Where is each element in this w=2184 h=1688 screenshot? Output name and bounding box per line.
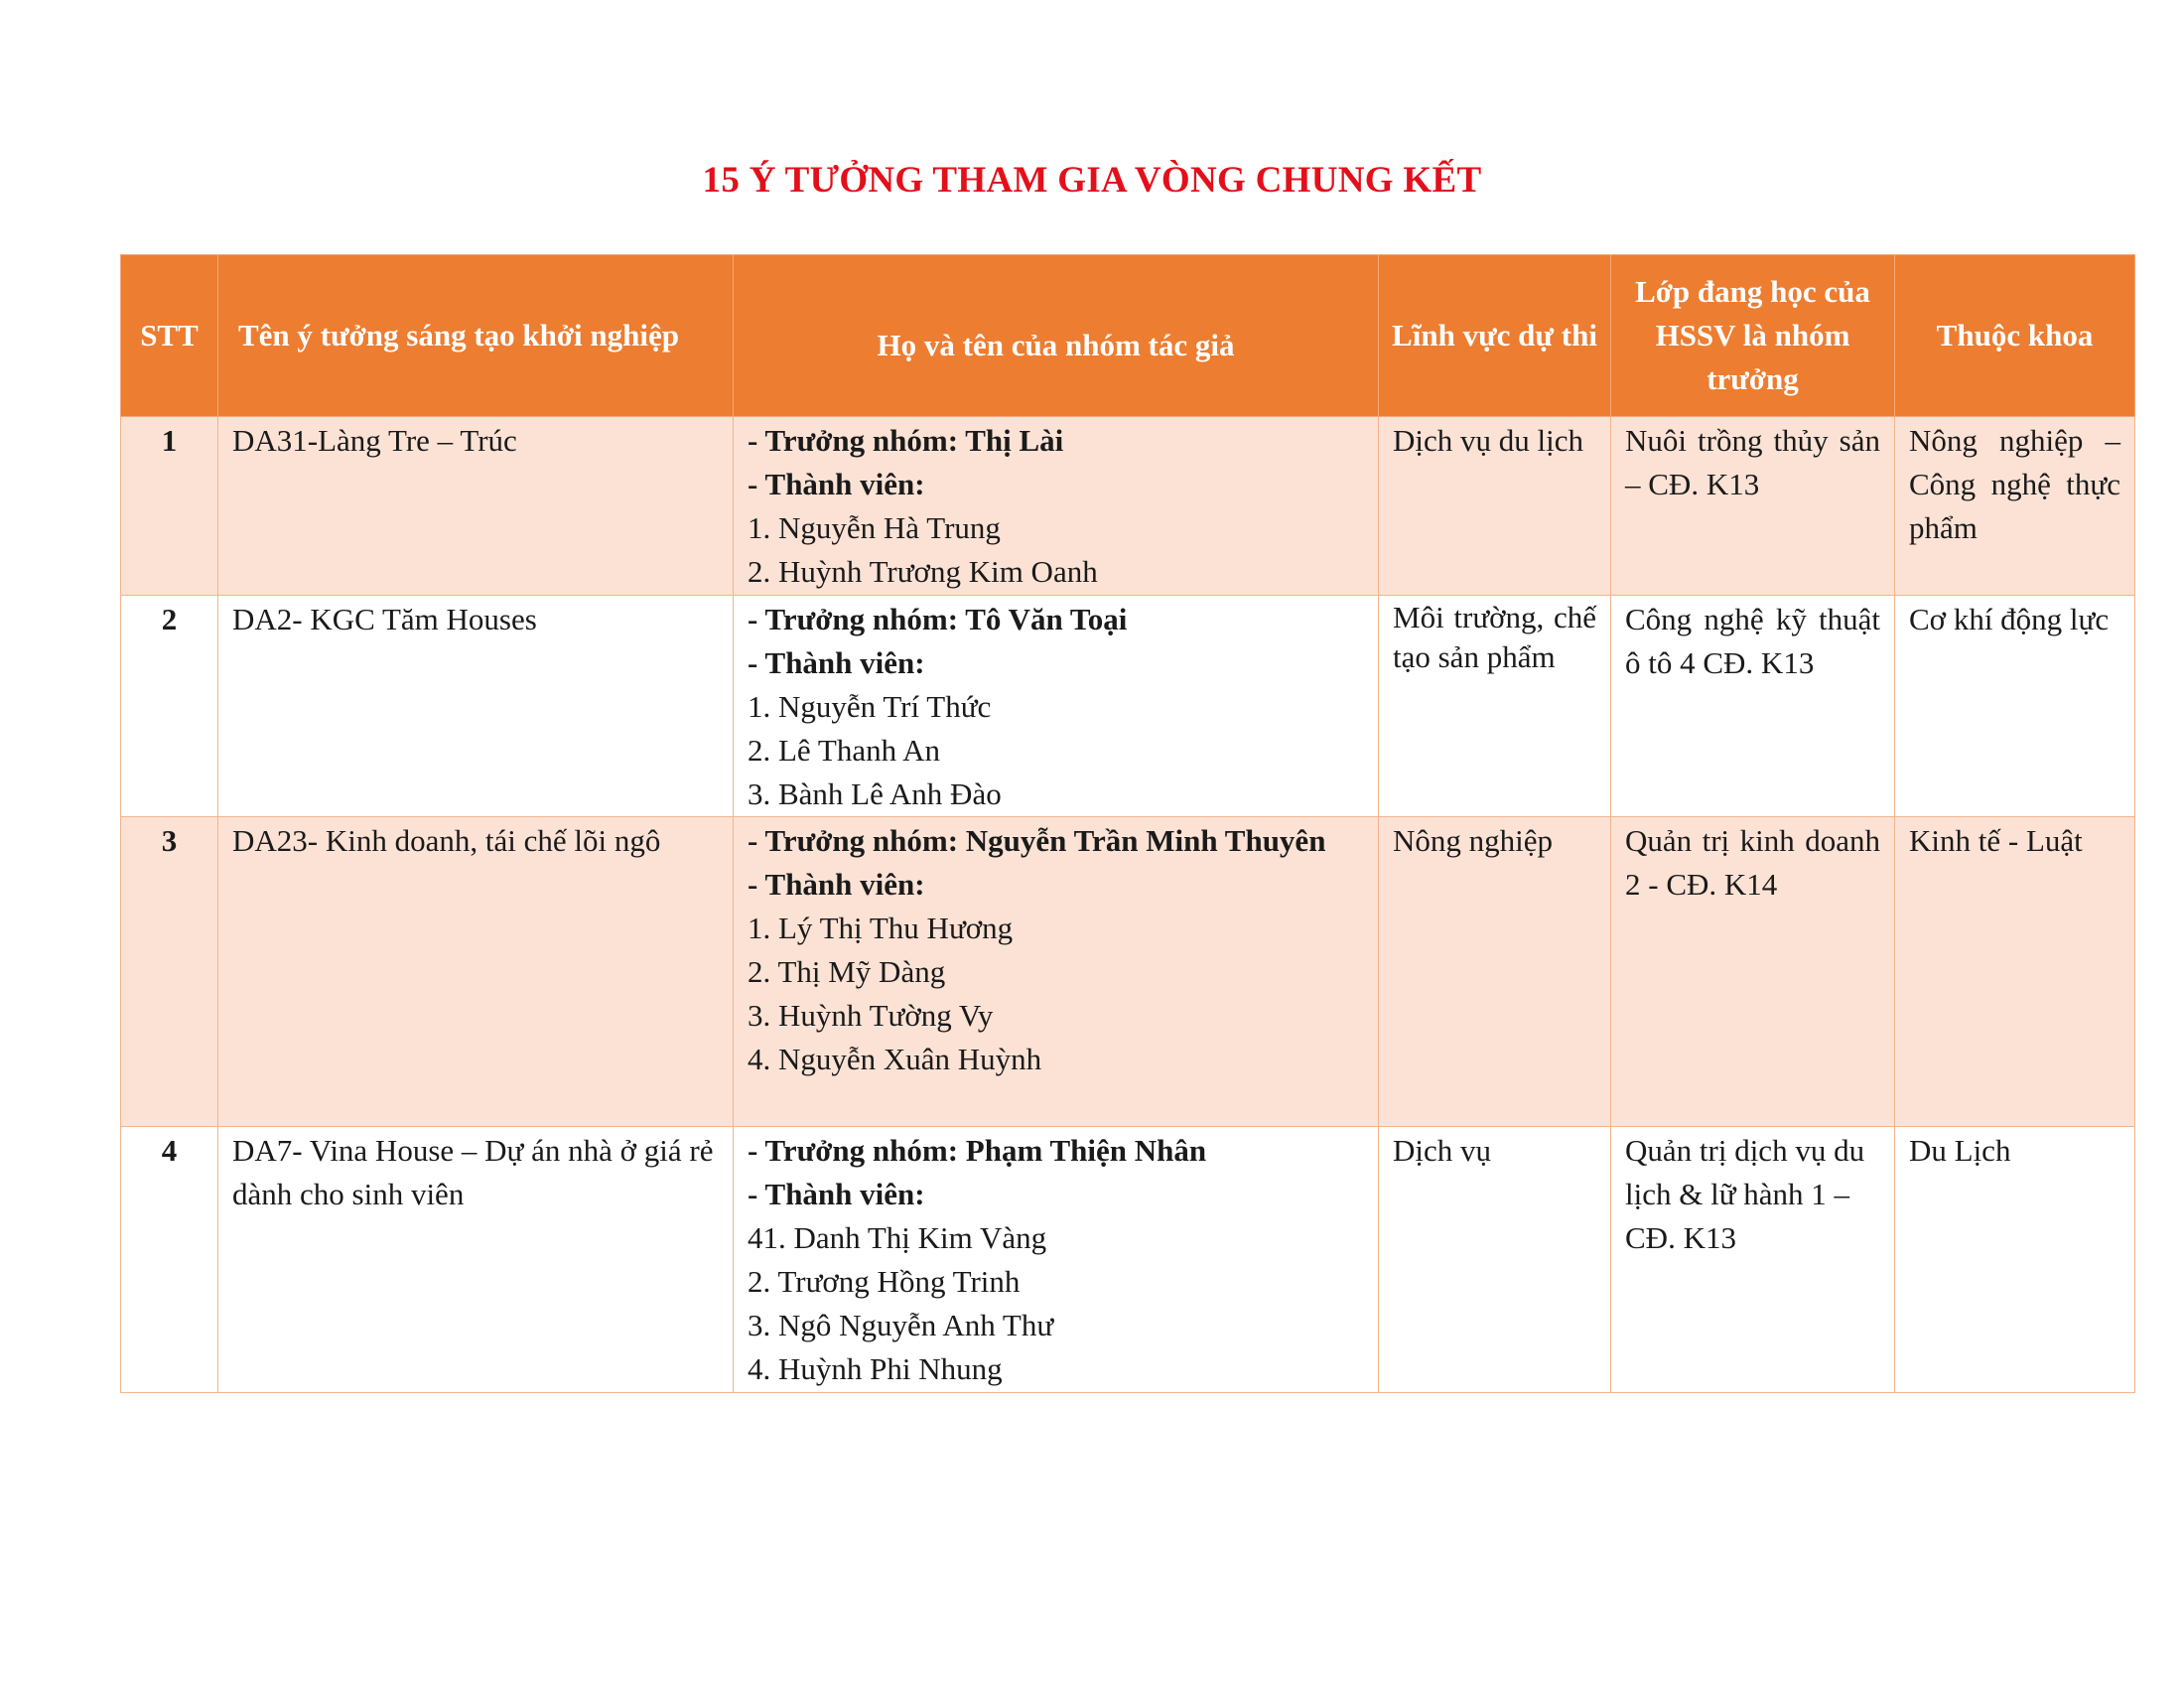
header-stt: STT <box>121 255 218 417</box>
row-idea: DA31-Làng Tre – Trúc <box>218 417 734 596</box>
member: 3. Bành Lê Anh Đào <box>748 776 1002 811</box>
row-field: Môi trường, chế tạo sản phẩm <box>1379 596 1611 817</box>
member: 4. Huỳnh Phi Nhung <box>748 1351 1003 1386</box>
table-row <box>121 817 2135 1127</box>
header-idea: Tên ý tưởng sáng tạo khởi nghiệp <box>218 255 734 417</box>
header-class: Lớp đang học của HSSV là nhóm trưởng <box>1611 255 1895 417</box>
member: 2. Trương Hồng Trinh <box>748 1264 1021 1299</box>
finalist-table <box>120 254 2135 1393</box>
member: 4. Nguyễn Xuân Huỳnh <box>748 1042 1042 1076</box>
team-leader: - Trưởng nhóm: Phạm Thiện Nhân <box>748 1133 1207 1168</box>
header-authors: Họ và tên của nhóm tác giả <box>734 255 1379 417</box>
member: 3. Huỳnh Tường Vy <box>748 998 994 1033</box>
members-label: - Thành viên: <box>748 645 925 680</box>
row-authors <box>734 817 1379 1127</box>
table-header-row <box>121 255 2135 417</box>
row-field: Nông nghiệp <box>1379 817 1611 1127</box>
member: 2. Thị Mỹ Dàng <box>748 954 946 989</box>
row-class: Quản trị dịch vụ du lịch & lữ hành 1 – CĐ. K13 <box>1611 1127 1895 1393</box>
row-faculty: Kinh tế - Luật <box>1895 817 2135 1127</box>
table-row <box>121 1127 2135 1393</box>
members-label: - Thành viên: <box>748 867 925 902</box>
table-row <box>121 596 2135 817</box>
header-field: Lĩnh vực dự thi <box>1379 255 1611 417</box>
member: 1. Lý Thị Thu Hương <box>748 911 1014 945</box>
row-idea: DA2- KGC Tăm Houses <box>218 596 734 817</box>
member: 2. Huỳnh Trương Kim Oanh <box>748 554 1098 589</box>
row-idea: DA23- Kinh doanh, tái chế lõi ngô <box>218 817 734 1127</box>
row-faculty: Nông nghiệp – Công nghệ thực phẩm <box>1895 417 2135 596</box>
row-stt: 4 <box>121 1127 218 1393</box>
table-row <box>121 417 2135 596</box>
row-field: Dịch vụ du lịch <box>1379 417 1611 596</box>
document-title: 15 Ý TƯỞNG THAM GIA VÒNG CHUNG KẾT <box>702 160 1482 201</box>
team-leader: - Trưởng nhóm: Tô Văn Toại <box>748 602 1128 636</box>
row-authors <box>734 417 1379 596</box>
member: 1. Nguyễn Trí Thức <box>748 689 992 724</box>
member: 1. Nguyễn Hà Trung <box>748 510 1001 545</box>
row-idea: DA7- Vina House – Dự án nhà ở giá rẻ dành cho sinh viên <box>218 1127 734 1393</box>
row-class: Quản trị kinh doanh 2 - CĐ. K14 <box>1611 817 1895 1127</box>
member: 2. Lê Thanh An <box>748 733 941 768</box>
team-leader: - Trưởng nhóm: Thị Lài <box>748 423 1064 458</box>
member: 3. Ngô Nguyễn Anh Thư <box>748 1308 1054 1342</box>
row-faculty: Du Lịch <box>1895 1127 2135 1393</box>
row-authors <box>734 1127 1379 1393</box>
row-stt: 3 <box>121 817 218 1127</box>
members-label: - Thành viên: <box>748 467 925 501</box>
row-stt: 1 <box>121 417 218 596</box>
header-faculty: Thuộc khoa <box>1895 255 2135 417</box>
member: 41. Danh Thị Kim Vàng <box>748 1220 1047 1255</box>
row-class: Nuôi trồng thủy sản – CĐ. K13 <box>1611 417 1895 596</box>
row-faculty: Cơ khí động lực <box>1895 596 2135 817</box>
row-stt: 2 <box>121 596 218 817</box>
row-class: Công nghệ kỹ thuật ô tô 4 CĐ. K13 <box>1611 596 1895 817</box>
row-field: Dịch vụ <box>1379 1127 1611 1393</box>
members-label: - Thành viên: <box>748 1177 925 1211</box>
row-authors <box>734 596 1379 817</box>
team-leader: - Trưởng nhóm: Nguyễn Trần Minh Thuyên <box>748 823 1326 858</box>
